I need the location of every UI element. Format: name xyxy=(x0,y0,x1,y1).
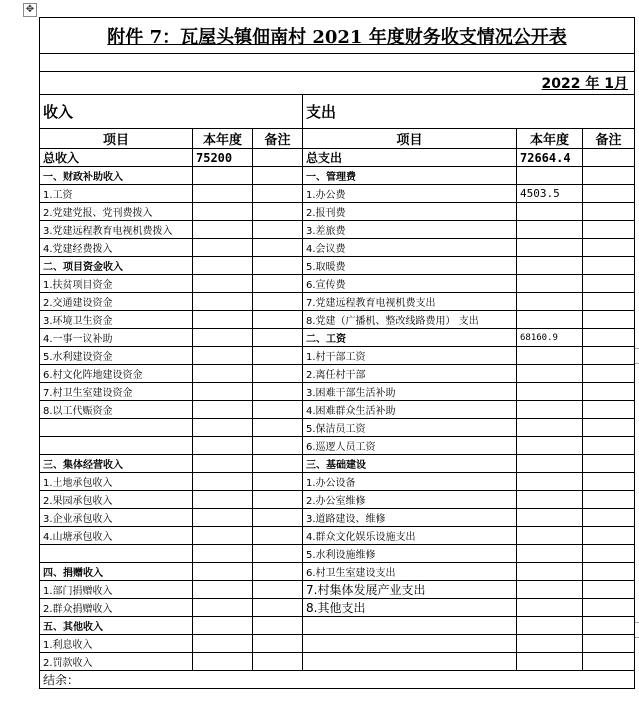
expense-remark-cell[interactable] xyxy=(583,311,635,329)
expense-remark-cell[interactable] xyxy=(583,455,635,473)
expense-value-cell[interactable] xyxy=(517,455,583,473)
expense-remark-cell[interactable] xyxy=(583,491,635,509)
expense-value-cell[interactable] xyxy=(517,167,583,185)
table-row xyxy=(40,563,635,581)
income-remark-cell[interactable] xyxy=(253,491,303,509)
income-remark-cell[interactable] xyxy=(253,401,303,419)
income-item-cell[interactable] xyxy=(40,437,193,455)
expense-value-cell[interactable]: 4503.5 xyxy=(517,185,583,203)
income-remark-cell[interactable] xyxy=(253,473,303,491)
income-remark-cell[interactable] xyxy=(253,563,303,581)
expense-item-cell[interactable]: 7.党建远程教育电视机费支出 xyxy=(303,293,517,311)
income-value-cell[interactable] xyxy=(193,419,253,437)
table-row xyxy=(40,239,635,257)
table-row xyxy=(40,545,635,563)
income-item-cell[interactable] xyxy=(40,545,193,563)
expense-total-label[interactable]: 总支出 xyxy=(303,149,517,167)
table-row xyxy=(40,275,635,293)
income-value-cell[interactable] xyxy=(193,275,253,293)
expense-remark-cell[interactable] xyxy=(583,509,635,527)
table-row xyxy=(40,401,635,419)
table-move-handle-icon[interactable]: ✥ xyxy=(23,3,37,17)
income-remark-cell[interactable] xyxy=(253,635,303,653)
expense-item-cell[interactable]: 5.水利设施维修 xyxy=(303,545,517,563)
table-row xyxy=(40,491,635,509)
income-value-cell[interactable] xyxy=(193,653,253,671)
expense-item-cell[interactable]: 一、管理费 xyxy=(303,167,517,185)
expense-remark-cell[interactable] xyxy=(583,599,635,617)
income-remark-cell[interactable] xyxy=(253,437,303,455)
expense-section-label[interactable]: 支出 xyxy=(303,95,635,129)
income-value-cell[interactable] xyxy=(193,437,253,455)
income-value-cell[interactable] xyxy=(193,167,253,185)
expense-item-cell[interactable]: 3.道路建设、维修 xyxy=(303,509,517,527)
blank-cell[interactable] xyxy=(40,54,635,72)
expense-item-cell[interactable]: 6.宣传费 xyxy=(303,275,517,293)
income-remark-cell[interactable] xyxy=(253,419,303,437)
income-remark-cell[interactable] xyxy=(253,185,303,203)
expense-item-cell[interactable] xyxy=(303,635,517,653)
income-item-cell[interactable]: 二、项目资金收入 xyxy=(40,257,193,275)
income-item-cell[interactable]: 三、集体经营收入 xyxy=(40,455,193,473)
income-remark-cell[interactable] xyxy=(253,527,303,545)
income-value-cell[interactable] xyxy=(193,185,253,203)
expense-value-cell[interactable] xyxy=(517,257,583,275)
expense-remark-cell[interactable] xyxy=(583,347,635,365)
expense-remark-cell[interactable] xyxy=(583,581,635,599)
income-item-cell[interactable]: 2.群众捐赠收入 xyxy=(40,599,193,617)
expense-remark-cell[interactable] xyxy=(583,563,635,581)
expense-remark-cell[interactable] xyxy=(583,473,635,491)
income-value-cell[interactable] xyxy=(193,221,253,239)
table-row xyxy=(40,185,635,203)
expense-value-cell[interactable] xyxy=(517,401,583,419)
expense-value-cell[interactable] xyxy=(517,239,583,257)
expense-item-cell[interactable]: 5.保洁员工资 xyxy=(303,419,517,437)
expense-remark-cell[interactable] xyxy=(583,617,635,635)
income-remark-cell[interactable] xyxy=(253,653,303,671)
income-item-cell[interactable]: 1.扶贫项目资金 xyxy=(40,275,193,293)
income-remark-cell[interactable] xyxy=(253,509,303,527)
expense-value-cell[interactable] xyxy=(517,527,583,545)
table-row xyxy=(40,293,635,311)
expense-remark-cell[interactable] xyxy=(583,293,635,311)
income-value-cell[interactable] xyxy=(193,581,253,599)
income-item-cell[interactable]: 7.村卫生室建设资金 xyxy=(40,383,193,401)
expense-value-cell[interactable] xyxy=(517,617,583,635)
expense-value-cell[interactable] xyxy=(517,563,583,581)
table-title-cell[interactable] xyxy=(40,18,635,54)
income-remark-cell[interactable] xyxy=(253,167,303,185)
income-value-cell[interactable] xyxy=(193,617,253,635)
expense-item-cell[interactable]: 1.办公设备 xyxy=(303,473,517,491)
income-item-cell[interactable]: 3.企业承包收入 xyxy=(40,509,193,527)
income-remark-cell[interactable] xyxy=(253,329,303,347)
expense-value-cell[interactable] xyxy=(517,419,583,437)
expense-value-cell[interactable] xyxy=(517,383,583,401)
income-year-header[interactable]: 本年度 xyxy=(193,129,253,149)
expense-item-cell[interactable]: 4.群众文化娱乐设施支出 xyxy=(303,527,517,545)
expense-value-cell[interactable] xyxy=(517,635,583,653)
expense-item-cell[interactable]: 2.办公室维修 xyxy=(303,491,517,509)
income-item-cell[interactable]: 8.以工代赈资金 xyxy=(40,401,193,419)
expense-remark-cell[interactable] xyxy=(583,653,635,671)
expense-remark-cell[interactable] xyxy=(583,527,635,545)
page-title: 附件 7：瓦屋头镇佃南村 2021 年度财务收支情况公开表 xyxy=(107,26,567,48)
expense-value-cell[interactable] xyxy=(517,473,583,491)
expense-year-header[interactable]: 本年度 xyxy=(517,129,583,149)
table-row xyxy=(40,653,635,671)
expense-item-cell[interactable]: 2.离任村干部 xyxy=(303,365,517,383)
table-row xyxy=(40,419,635,437)
expense-total-remark[interactable] xyxy=(583,149,635,167)
income-value-cell[interactable] xyxy=(193,401,253,419)
expense-value-cell[interactable] xyxy=(517,365,583,383)
expense-item-cell[interactable]: 8.党建（广播机、整改线路费用） 支出 xyxy=(303,311,517,329)
income-value-cell[interactable] xyxy=(193,455,253,473)
income-item-cell[interactable]: 一、财政补助收入 xyxy=(40,167,193,185)
income-item-cell[interactable] xyxy=(40,419,193,437)
expense-item-cell[interactable] xyxy=(303,653,517,671)
expense-remark-cell[interactable] xyxy=(583,545,635,563)
income-remark-cell[interactable] xyxy=(253,581,303,599)
income-value-cell[interactable] xyxy=(193,311,253,329)
table-row xyxy=(40,383,635,401)
income-remark-cell[interactable] xyxy=(253,239,303,257)
income-section-label[interactable]: 收入 xyxy=(40,95,303,129)
expense-value-cell[interactable]: 68160.9 xyxy=(517,329,583,347)
expense-remark-cell[interactable] xyxy=(583,437,635,455)
income-remark-cell[interactable] xyxy=(253,293,303,311)
expense-item-cell[interactable]: 6.村卫生室建设支出 xyxy=(303,563,517,581)
table-row xyxy=(40,329,635,347)
date-cell[interactable]: 2022 年 1月 xyxy=(40,72,635,95)
income-item-cell[interactable]: 3.党建远程教育电视机费拨入 xyxy=(40,221,193,239)
income-remark-cell[interactable] xyxy=(253,383,303,401)
table-row xyxy=(40,167,635,185)
income-item-cell[interactable]: 4.党建经费拨入 xyxy=(40,239,193,257)
expense-item-cell[interactable]: 4.会议费 xyxy=(303,239,517,257)
expense-value-cell[interactable] xyxy=(517,491,583,509)
finance-table xyxy=(39,17,635,689)
expense-item-cell[interactable]: 1.办公费 xyxy=(303,185,517,203)
expense-value-cell[interactable] xyxy=(517,653,583,671)
income-item-cell[interactable]: 2.罚款收入 xyxy=(40,653,193,671)
income-value-cell[interactable] xyxy=(193,365,253,383)
expense-item-cell[interactable]: 8.其他支出 xyxy=(303,599,517,617)
income-item-cell[interactable]: 3.环境卫生资金 xyxy=(40,311,193,329)
expense-item-cell[interactable]: 3.困难干部生活补助 xyxy=(303,383,517,401)
table-row xyxy=(40,257,635,275)
expense-value-cell[interactable] xyxy=(517,599,583,617)
income-item-cell[interactable]: 6.村文化阵地建设资金 xyxy=(40,365,193,383)
income-item-cell[interactable]: 4.山塘承包收入 xyxy=(40,527,193,545)
income-total-value[interactable]: 75200 xyxy=(193,149,253,167)
table-row xyxy=(40,473,635,491)
income-value-cell[interactable] xyxy=(193,563,253,581)
income-remark-cell[interactable] xyxy=(253,275,303,293)
table-row xyxy=(40,617,635,635)
income-remark-cell[interactable] xyxy=(253,221,303,239)
income-value-cell[interactable] xyxy=(193,293,253,311)
expense-item-cell[interactable]: 二、工资 xyxy=(303,329,517,347)
income-value-cell[interactable] xyxy=(193,329,253,347)
expense-value-cell[interactable] xyxy=(517,509,583,527)
expense-item-cell[interactable]: 5.取暖费 xyxy=(303,257,517,275)
expense-remark-cell[interactable] xyxy=(583,257,635,275)
table-row xyxy=(40,527,635,545)
expense-value-cell[interactable] xyxy=(517,275,583,293)
income-value-cell[interactable] xyxy=(193,239,253,257)
expense-remark-cell[interactable] xyxy=(583,203,635,221)
expense-remark-cell[interactable] xyxy=(583,167,635,185)
table-row xyxy=(40,221,635,239)
expense-value-cell[interactable] xyxy=(517,203,583,221)
expense-remark-cell[interactable] xyxy=(583,239,635,257)
expense-remark-cell[interactable] xyxy=(583,419,635,437)
table-row xyxy=(40,509,635,527)
table-row xyxy=(40,581,635,599)
income-remark-cell[interactable] xyxy=(253,347,303,365)
income-item-cell[interactable]: 五、其他收入 xyxy=(40,617,193,635)
expense-remark-cell[interactable] xyxy=(583,185,635,203)
table-row xyxy=(40,311,635,329)
income-value-cell[interactable] xyxy=(193,473,253,491)
expense-item-cell[interactable]: 1.村干部工资 xyxy=(303,347,517,365)
income-item-cell[interactable]: 1.部门捐赠收入 xyxy=(40,581,193,599)
expense-value-cell[interactable] xyxy=(517,581,583,599)
expense-value-cell[interactable] xyxy=(517,311,583,329)
income-remark-header[interactable]: 备注 xyxy=(253,129,303,149)
income-value-cell[interactable] xyxy=(193,545,253,563)
income-item-cell[interactable]: 1.土地承包收入 xyxy=(40,473,193,491)
income-remark-cell[interactable] xyxy=(253,599,303,617)
income-value-cell[interactable] xyxy=(193,599,253,617)
table-row xyxy=(40,347,635,365)
table-row xyxy=(40,599,635,617)
income-value-cell[interactable] xyxy=(193,509,253,527)
expense-remark-header[interactable]: 备注 xyxy=(583,129,635,149)
income-total-remark[interactable] xyxy=(253,149,303,167)
expense-value-cell[interactable] xyxy=(517,437,583,455)
income-item-cell[interactable]: 1.工资 xyxy=(40,185,193,203)
expense-item-cell[interactable]: 6.巡逻人员工资 xyxy=(303,437,517,455)
income-value-cell[interactable] xyxy=(193,527,253,545)
table-row xyxy=(40,635,635,653)
income-item-cell[interactable]: 2.交通建设资金 xyxy=(40,293,193,311)
income-item-cell[interactable]: 2.党建党报、党刊费拨入 xyxy=(40,203,193,221)
income-remark-cell[interactable] xyxy=(253,311,303,329)
expense-item-cell[interactable]: 3.差旅费 xyxy=(303,221,517,239)
income-remark-cell[interactable] xyxy=(253,203,303,221)
expense-value-cell[interactable] xyxy=(517,545,583,563)
income-item-cell[interactable]: 四、捐赠收入 xyxy=(40,563,193,581)
income-value-cell[interactable] xyxy=(193,491,253,509)
income-item-cell[interactable]: 1.利息收入 xyxy=(40,635,193,653)
income-value-cell[interactable] xyxy=(193,383,253,401)
income-total-label[interactable]: 总收入 xyxy=(40,149,193,167)
expense-remark-cell[interactable] xyxy=(583,221,635,239)
expense-remark-cell[interactable] xyxy=(583,329,635,347)
expense-item-cell[interactable] xyxy=(303,617,517,635)
income-remark-cell[interactable] xyxy=(253,545,303,563)
income-remark-cell[interactable] xyxy=(253,455,303,473)
income-value-cell[interactable] xyxy=(193,203,253,221)
expense-value-cell[interactable] xyxy=(517,293,583,311)
income-value-cell[interactable] xyxy=(193,635,253,653)
income-item-cell[interactable]: 4.一事一议补助 xyxy=(40,329,193,347)
expense-value-cell[interactable] xyxy=(517,347,583,365)
income-remark-cell[interactable] xyxy=(253,257,303,275)
expense-total-value[interactable]: 72664.4 xyxy=(517,149,583,167)
balance-cell[interactable]: 结余： xyxy=(40,671,635,689)
income-value-cell[interactable] xyxy=(193,257,253,275)
income-item-cell[interactable]: 5.水利建设资金 xyxy=(40,347,193,365)
expense-item-cell[interactable]: 7.村集体发展产业支出 xyxy=(303,581,517,599)
income-remark-cell[interactable] xyxy=(253,617,303,635)
expense-item-cell[interactable]: 2.报刊费 xyxy=(303,203,517,221)
expense-item-cell[interactable]: 4.困难群众生活补助 xyxy=(303,401,517,419)
income-item-header[interactable]: 项目 xyxy=(40,129,193,149)
income-remark-cell[interactable] xyxy=(253,365,303,383)
expense-value-cell[interactable] xyxy=(517,221,583,239)
table-row xyxy=(40,455,635,473)
expense-item-cell[interactable]: 三、基础建设 xyxy=(303,455,517,473)
income-value-cell[interactable] xyxy=(193,347,253,365)
table-row xyxy=(40,365,635,383)
expense-remark-cell[interactable] xyxy=(583,275,635,293)
table-row xyxy=(40,203,635,221)
expense-remark-cell[interactable] xyxy=(583,635,635,653)
income-item-cell[interactable]: 2.果园承包收入 xyxy=(40,491,193,509)
table-row xyxy=(40,437,635,455)
expense-remark-cell[interactable] xyxy=(583,365,635,383)
expense-item-header[interactable]: 项目 xyxy=(303,129,517,149)
expense-remark-cell[interactable] xyxy=(583,401,635,419)
expense-remark-cell[interactable] xyxy=(583,383,635,401)
